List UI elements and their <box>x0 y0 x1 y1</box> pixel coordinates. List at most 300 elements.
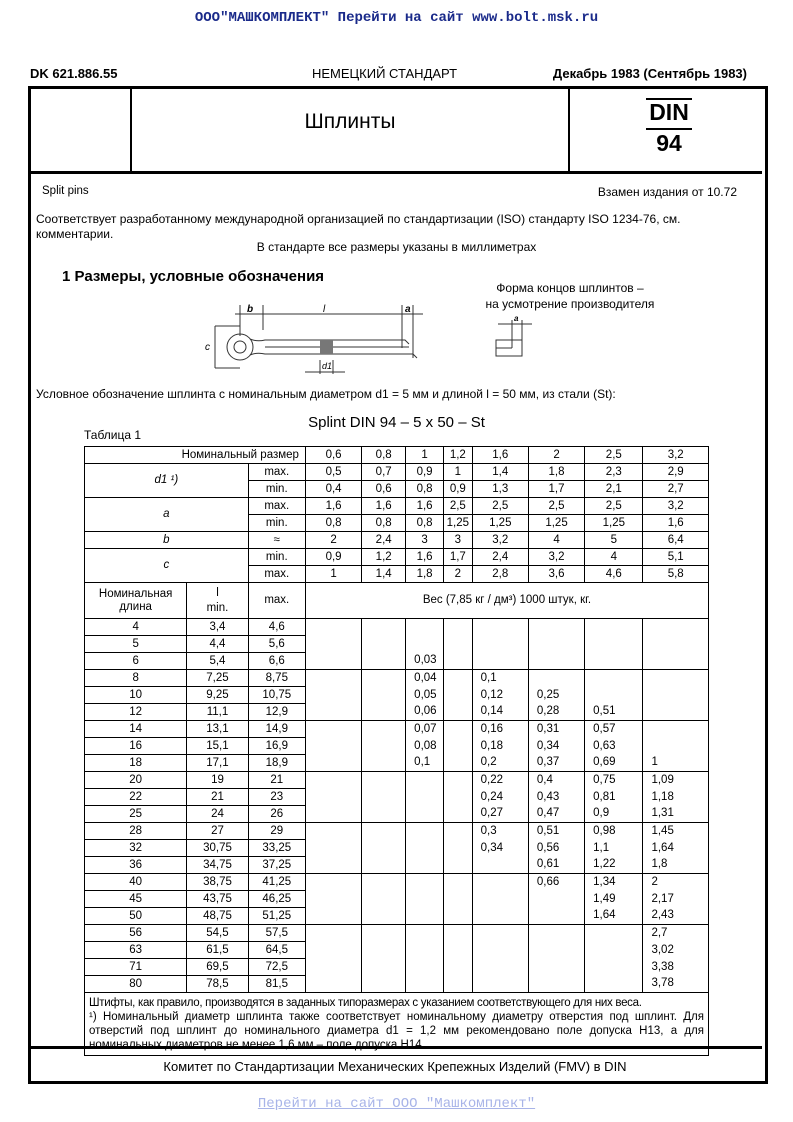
pin-end-form-drawing <box>490 312 540 362</box>
length-row <box>85 959 709 976</box>
weight-cell: 0,37 <box>528 755 584 772</box>
split-pin-drawing <box>195 300 435 380</box>
weight-cell <box>528 942 584 959</box>
weight-cell <box>305 789 361 806</box>
title-block-blank-cell <box>28 86 132 171</box>
a-max-cell: 1,6 <box>406 498 444 515</box>
document-title: Шплинты <box>132 86 570 171</box>
weight-cell <box>528 976 584 993</box>
pin-eye-outer <box>227 334 253 360</box>
a-max-cell: 1,6 <box>362 498 406 515</box>
standard-type: НЕМЕЦКИЙ СТАНДАРТ <box>312 66 458 81</box>
weight-cell <box>444 806 473 823</box>
weight-cell: 1 <box>643 755 709 772</box>
weight-cell <box>643 687 709 704</box>
english-title: Split pins <box>42 185 89 197</box>
b-label: b <box>85 532 249 549</box>
c-min-cell: 1,2 <box>362 549 406 566</box>
a-max-cell: 2,5 <box>444 498 473 515</box>
length-row <box>85 908 709 925</box>
committee-text: Комитет по Стандартизации Механических Крепежных Изделий (FMV) в DIN <box>163 1059 627 1074</box>
weight-cell: 0,98 <box>585 823 643 840</box>
weight-cell <box>406 823 444 840</box>
weight-cell <box>305 942 361 959</box>
d1-max-label: max. <box>248 464 305 481</box>
length-max-cell: 64,5 <box>248 942 305 959</box>
weight-cell: 1,64 <box>585 908 643 925</box>
nominal-sizes-cell: 2,5 <box>585 447 643 464</box>
weight-cell: 3,02 <box>643 942 709 959</box>
length-len-cell: 50 <box>85 908 187 925</box>
weight-cell: 0,69 <box>585 755 643 772</box>
weight-cell <box>585 925 643 942</box>
length-max-cell: 57,5 <box>248 925 305 942</box>
weight-cell <box>362 874 406 891</box>
weight-cell: 0,9 <box>585 806 643 823</box>
c-min-cell: 1,6 <box>406 549 444 566</box>
table-caption: Таблица 1 <box>84 428 142 442</box>
length-min-cell: 11,1 <box>187 704 248 721</box>
length-len-cell: 71 <box>85 959 187 976</box>
weight-cell: 0,81 <box>585 789 643 806</box>
label-d1: d1 <box>322 361 333 371</box>
bottom-site-link[interactable]: Перейти на сайт ООО "Машкомплект" <box>257 1096 536 1112</box>
length-max-cell: 5,6 <box>248 636 305 653</box>
length-header: Номинальная длина <box>85 583 187 619</box>
length-max-cell: 18,9 <box>248 755 305 772</box>
weight-cell <box>444 925 473 942</box>
length-min-cell: 3,4 <box>187 619 248 636</box>
weight-cell <box>472 942 528 959</box>
d1-max-cell: 0,9 <box>406 464 444 481</box>
c-max-label: max. <box>248 566 305 583</box>
nominal-sizes-cell: 3,2 <box>643 447 709 464</box>
weight-cell: 0,31 <box>528 721 584 738</box>
weight-cell <box>362 925 406 942</box>
length-row <box>85 619 709 636</box>
a-max-cell: 2,5 <box>585 498 643 515</box>
weight-header: Вес (7,85 кг / дм³) 1000 штук, кг. <box>305 583 708 619</box>
weight-cell: 0,1 <box>472 670 528 687</box>
weight-cell <box>362 670 406 687</box>
a-max-label: max. <box>248 498 305 515</box>
nominal-sizes-cell: 2 <box>528 447 584 464</box>
length-min-cell: 43,75 <box>187 891 248 908</box>
length-min-cell: 54,5 <box>187 925 248 942</box>
weight-cell <box>643 653 709 670</box>
d1-max-cell: 1,8 <box>528 464 584 481</box>
weight-cell <box>305 908 361 925</box>
weight-cell <box>362 806 406 823</box>
d1-max-cell: 0,5 <box>305 464 361 481</box>
weight-cell <box>472 959 528 976</box>
weight-cell: 0,07 <box>406 721 444 738</box>
weight-cell <box>305 772 361 789</box>
length-min-cell: 13,1 <box>187 721 248 738</box>
weight-cell <box>528 670 584 687</box>
weight-cell: 2,43 <box>643 908 709 925</box>
weight-cell <box>305 687 361 704</box>
length-len-cell: 20 <box>85 772 187 789</box>
weight-cell: 0,61 <box>528 857 584 874</box>
d1-min-cell: 1,7 <box>528 481 584 498</box>
weight-cell <box>406 908 444 925</box>
weight-cell: 2 <box>643 874 709 891</box>
a-max-cell: 2,5 <box>472 498 528 515</box>
weight-cell <box>305 636 361 653</box>
c-min-cell: 3,2 <box>528 549 584 566</box>
weight-cell <box>305 670 361 687</box>
weight-cell: 3,78 <box>643 976 709 993</box>
b-approx-cell: 5 <box>585 532 643 549</box>
weight-cell <box>444 619 473 636</box>
length-min-cell: 21 <box>187 789 248 806</box>
length-min-cell: 30,75 <box>187 840 248 857</box>
d1-min-cell: 0,9 <box>444 481 473 498</box>
pin-section-hatch <box>320 340 333 354</box>
pin-shank-bottom <box>250 353 417 358</box>
length-row <box>85 721 709 738</box>
weight-cell <box>528 891 584 908</box>
weight-cell <box>362 976 406 993</box>
length-len-cell: 18 <box>85 755 187 772</box>
weight-cell: 0,47 <box>528 806 584 823</box>
weight-cell <box>305 959 361 976</box>
length-len-cell: 14 <box>85 721 187 738</box>
d1-max-cell: 1,4 <box>472 464 528 481</box>
length-row <box>85 653 709 670</box>
din-number: 94 <box>656 130 682 156</box>
footnote-weights: Штифты, как правило, производятся в заданных типоразмерах с указанием соответствующего для них веса. <box>89 997 642 1009</box>
length-row <box>85 636 709 653</box>
weight-cell <box>444 738 473 755</box>
b-approx-cell: 3,2 <box>472 532 528 549</box>
length-len-cell: 28 <box>85 823 187 840</box>
weight-cell <box>444 704 473 721</box>
weight-cell: 0,63 <box>585 738 643 755</box>
weight-cell <box>472 891 528 908</box>
weight-cell <box>585 687 643 704</box>
a-min-label: min. <box>248 515 305 532</box>
length-row <box>85 823 709 840</box>
din-label: DIN <box>646 98 692 124</box>
weight-cell <box>643 704 709 721</box>
length-len-cell: 45 <box>85 891 187 908</box>
end-form-note-line2: на усмотрение производителя <box>485 297 655 311</box>
weight-cell <box>472 857 528 874</box>
weight-cell <box>444 840 473 857</box>
weight-cell <box>528 925 584 942</box>
weight-cell: 1,1 <box>585 840 643 857</box>
b-approx-label: ≈ <box>248 532 305 549</box>
l-min-header <box>187 583 248 619</box>
weight-cell: 0,34 <box>528 738 584 755</box>
length-max-cell: 14,9 <box>248 721 305 738</box>
weight-cell <box>362 755 406 772</box>
length-row <box>85 857 709 874</box>
weight-cell <box>444 874 473 891</box>
weight-cell <box>472 619 528 636</box>
d1-min-cell: 2,1 <box>585 481 643 498</box>
weight-cell <box>362 840 406 857</box>
weight-cell <box>406 636 444 653</box>
length-len-cell: 5 <box>85 636 187 653</box>
length-max-cell: 6,6 <box>248 653 305 670</box>
weight-cell: 0,22 <box>472 772 528 789</box>
length-len-cell: 10 <box>85 687 187 704</box>
weight-cell: 0,75 <box>585 772 643 789</box>
length-max-cell: 16,9 <box>248 738 305 755</box>
weight-cell: 1,22 <box>585 857 643 874</box>
d1-max-cell: 0,7 <box>362 464 406 481</box>
length-max-cell: 21 <box>248 772 305 789</box>
b-row <box>85 532 709 549</box>
weight-cell <box>305 976 361 993</box>
a-min-cell: 0,8 <box>406 515 444 532</box>
weight-cell: 0,43 <box>528 789 584 806</box>
d1-min-cell: 0,4 <box>305 481 361 498</box>
length-min-cell: 48,75 <box>187 908 248 925</box>
weight-cell <box>362 823 406 840</box>
weight-cell <box>444 857 473 874</box>
length-len-cell: 6 <box>85 653 187 670</box>
weight-cell: 0,18 <box>472 738 528 755</box>
length-min-cell: 7,25 <box>187 670 248 687</box>
weight-cell: 0,51 <box>528 823 584 840</box>
length-max-cell: 26 <box>248 806 305 823</box>
c-max-cell: 1,8 <box>406 566 444 583</box>
weight-cell <box>406 772 444 789</box>
dimensions-table <box>84 446 709 1056</box>
weight-cell <box>472 976 528 993</box>
length-row <box>85 976 709 993</box>
weight-cell <box>528 653 584 670</box>
length-max-cell: 33,25 <box>248 840 305 857</box>
length-row <box>85 891 709 908</box>
length-header-row <box>85 583 709 619</box>
weight-cell <box>528 619 584 636</box>
b-approx-cell: 6,4 <box>643 532 709 549</box>
top-site-link[interactable]: ООО"МАШКОМПЛЕКТ" Перейти на сайт www.bolt.msk.ru <box>194 10 599 26</box>
d1-label: d1 ¹) <box>85 464 249 498</box>
length-row <box>85 874 709 891</box>
length-min-cell: 5,4 <box>187 653 248 670</box>
weight-cell <box>643 636 709 653</box>
weight-cell <box>585 942 643 959</box>
length-len-cell: 40 <box>85 874 187 891</box>
a-min-cell: 1,25 <box>472 515 528 532</box>
length-max-cell: 29 <box>248 823 305 840</box>
length-min-cell: 17,1 <box>187 755 248 772</box>
weight-cell <box>406 976 444 993</box>
length-min-cell: 34,75 <box>187 857 248 874</box>
length-len-cell: 56 <box>85 925 187 942</box>
weight-cell <box>444 959 473 976</box>
weight-cell <box>444 891 473 908</box>
weight-cell <box>406 874 444 891</box>
length-min-cell: 19 <box>187 772 248 789</box>
weight-cell: 0,66 <box>528 874 584 891</box>
length-row <box>85 670 709 687</box>
b-approx-cell: 3 <box>444 532 473 549</box>
weight-cell: 0,57 <box>585 721 643 738</box>
nominal-sizes-cell: 0,6 <box>305 447 361 464</box>
weight-cell: 2,7 <box>643 925 709 942</box>
weight-cell <box>585 619 643 636</box>
weight-cell <box>406 619 444 636</box>
end-label-a: a <box>514 314 519 323</box>
weight-cell: 0,24 <box>472 789 528 806</box>
nominal-sizes-cell: 1 <box>406 447 444 464</box>
footnote-tolerance: ¹) Номинальный диаметр шплинта также соответствует номинальному диаметру отверстия под шплинт. Для отверстий под шплинт до номинального диаметра d1 = 1,2 мм рекомендовано поле допуска H13, а для номинальных диаметров не менее 1,6 мм – поле допуска H14. <box>89 1011 704 1051</box>
weight-cell <box>305 738 361 755</box>
b-approx-cell: 4 <box>528 532 584 549</box>
weight-cell <box>444 721 473 738</box>
weight-cell: 0,25 <box>528 687 584 704</box>
weight-cell <box>406 857 444 874</box>
end-form-note <box>470 280 670 312</box>
d1-min-cell: 1,3 <box>472 481 528 498</box>
weight-cell <box>472 874 528 891</box>
weight-cell <box>305 823 361 840</box>
weight-cell <box>585 959 643 976</box>
weight-cell <box>444 772 473 789</box>
pin-eye-inner <box>234 341 246 353</box>
length-row <box>85 789 709 806</box>
designation-example: Splint DIN 94 – 5 x 50 – St <box>308 414 485 431</box>
weight-cell: 0,06 <box>406 704 444 721</box>
units-note: В стандарте все размеры указаны в миллиметрах <box>256 240 537 254</box>
din-badge <box>572 86 762 171</box>
length-min-cell: 61,5 <box>187 942 248 959</box>
weight-cell <box>643 670 709 687</box>
length-row <box>85 704 709 721</box>
udc-code: DK 621.886.55 <box>30 66 118 81</box>
weight-cell: 1,31 <box>643 806 709 823</box>
l-min-label: min. <box>206 601 229 614</box>
weight-cell <box>406 789 444 806</box>
d1-max-row <box>85 464 709 481</box>
weight-cell <box>643 738 709 755</box>
weight-cell <box>528 636 584 653</box>
weight-cell: 0,56 <box>528 840 584 857</box>
length-min-cell: 15,1 <box>187 738 248 755</box>
weight-cell <box>362 704 406 721</box>
c-label: c <box>85 549 249 583</box>
weight-cell <box>362 721 406 738</box>
weight-cell <box>444 636 473 653</box>
end-form-note-line1: Форма концов шплинтов – <box>496 281 644 295</box>
a-min-cell: 1,25 <box>528 515 584 532</box>
length-row <box>85 925 709 942</box>
c-min-cell: 4 <box>585 549 643 566</box>
weight-cell <box>305 653 361 670</box>
weight-cell <box>362 908 406 925</box>
weight-cell: 0,3 <box>472 823 528 840</box>
label-l: l <box>323 304 326 315</box>
c-min-row <box>85 549 709 566</box>
weight-cell <box>528 908 584 925</box>
d1-max-cell: 2,9 <box>643 464 709 481</box>
d1-min-cell: 0,6 <box>362 481 406 498</box>
length-min-cell: 27 <box>187 823 248 840</box>
weight-cell: 1,8 <box>643 857 709 874</box>
weight-cell: 0,4 <box>528 772 584 789</box>
a-label: a <box>85 498 249 532</box>
length-len-cell: 63 <box>85 942 187 959</box>
nominal-sizes-cell: 0,8 <box>362 447 406 464</box>
c-min-label: min. <box>248 549 305 566</box>
a-min-cell: 1,6 <box>643 515 709 532</box>
nominal-size-label: Номинальный размер <box>85 447 306 464</box>
weight-cell <box>305 874 361 891</box>
designation-intro: Условное обозначение шплинта с номинальным диаметром d1 = 5 мм и длиной l = 50 мм, из стали (St): <box>36 387 616 401</box>
a-max-cell: 2,5 <box>528 498 584 515</box>
weight-cell <box>362 959 406 976</box>
length-max-cell: 81,5 <box>248 976 305 993</box>
weight-cell: 0,05 <box>406 687 444 704</box>
weight-cell <box>472 653 528 670</box>
length-row <box>85 772 709 789</box>
weight-cell: 1,09 <box>643 772 709 789</box>
c-max-cell: 2 <box>444 566 473 583</box>
d1-max-cell: 1 <box>444 464 473 481</box>
length-min-cell: 9,25 <box>187 687 248 704</box>
length-min-cell: 38,75 <box>187 874 248 891</box>
weight-cell <box>472 925 528 942</box>
weight-cell <box>444 653 473 670</box>
length-max-cell: 23 <box>248 789 305 806</box>
label-c: c <box>205 342 210 353</box>
b-approx-cell: 2 <box>305 532 361 549</box>
weight-cell <box>406 891 444 908</box>
weight-cell <box>362 738 406 755</box>
weight-cell <box>362 942 406 959</box>
d1-min-cell: 0,8 <box>406 481 444 498</box>
weight-cell <box>305 840 361 857</box>
section-title: 1 Размеры, условные обозначения <box>62 268 325 285</box>
weight-cell <box>406 806 444 823</box>
length-min-cell: 4,4 <box>187 636 248 653</box>
length-len-cell: 8 <box>85 670 187 687</box>
length-len-cell: 25 <box>85 806 187 823</box>
nominal-size-row <box>85 447 709 464</box>
length-row <box>85 738 709 755</box>
c-max-cell: 4,6 <box>585 566 643 583</box>
length-max-cell: 8,75 <box>248 670 305 687</box>
title-block <box>28 86 762 174</box>
length-max-cell: 12,9 <box>248 704 305 721</box>
c-max-cell: 1 <box>305 566 361 583</box>
weight-cell <box>444 755 473 772</box>
weight-cell <box>444 908 473 925</box>
weight-cell <box>305 891 361 908</box>
length-row <box>85 687 709 704</box>
length-min-cell: 24 <box>187 806 248 823</box>
weight-cell: 1,49 <box>585 891 643 908</box>
nominal-sizes-cell: 1,2 <box>444 447 473 464</box>
weight-cell <box>362 789 406 806</box>
length-len-cell: 4 <box>85 619 187 636</box>
weight-cell: 3,38 <box>643 959 709 976</box>
weight-cell <box>362 653 406 670</box>
length-len-cell: 12 <box>85 704 187 721</box>
length-max-cell: 10,75 <box>248 687 305 704</box>
weight-cell <box>444 942 473 959</box>
a-min-cell: 0,8 <box>362 515 406 532</box>
weight-cell <box>585 653 643 670</box>
weight-cell <box>585 670 643 687</box>
